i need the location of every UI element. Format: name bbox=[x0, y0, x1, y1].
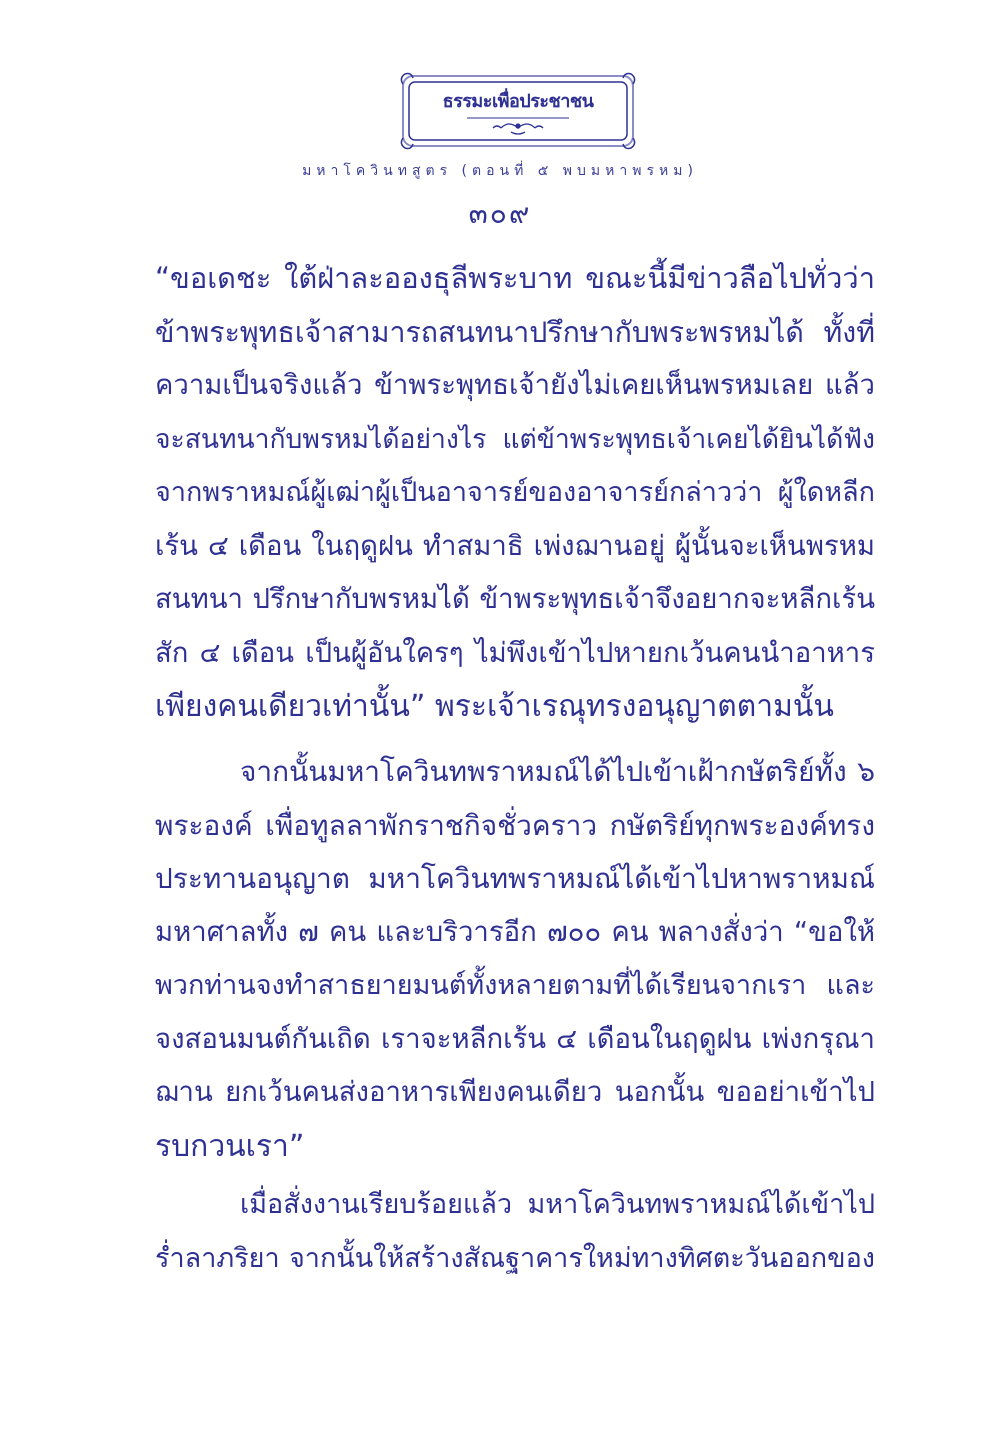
text-line: จากนั้นมหาโควินทพราหมณ์ได้ไปเข้าเฝ้ากษัตริย์ทั้ง ๖ bbox=[240, 755, 875, 788]
text-line: เมื่อสั่งงานเรียบร้อยแล้ว มหาโควินทพราหมณ์ได้เข้าไป bbox=[240, 1189, 875, 1220]
text-line: ข้าพระพุทธเจ้าสามารถสนทนาปรึกษากับพระพรหมได้ ทั้งที่ bbox=[155, 315, 875, 349]
text-line: ความเป็นจริงแล้ว ข้าพระพุทธเจ้ายังไม่เคยเห็นพรหมเลย แล้ว bbox=[155, 369, 875, 401]
text-line: ร่ำลาภริยา จากนั้นให้สร้างสัณฐาคารใหม่ทางทิศตะวันออกของ bbox=[155, 1242, 875, 1274]
text-line: จากพราหมณ์ผู้เฒ่าผู้เป็นอาจารย์ของอาจารย์กล่าวว่า ผู้ใดหลีก bbox=[155, 477, 875, 508]
text-line: มหาศาลทั้ง ๗ คน และบริวารอีก ๗๐๐ คน พลางสั่งว่า “ขอให้ bbox=[155, 915, 875, 948]
ornament-icon bbox=[493, 124, 543, 134]
text-line: สัก ๔ เดือน เป็นผู้อันใครๆ ไม่พึงเข้าไปหายกเว้นคนนำอาหาร bbox=[155, 636, 875, 669]
text-line: เพียงคนเดียวเท่านั้น” พระเจ้าเรณุทรงอนุญาตตามนั้น bbox=[155, 689, 834, 724]
logo-title: ธรรมะเพื่อประชาชน bbox=[442, 91, 594, 112]
publication-logo bbox=[397, 70, 639, 152]
text-line: จงสอนมนต์กันเถิด เราจะหลีกเร้น ๔ เดือนในฤดูฝน เพ่งกรุณา bbox=[155, 1022, 875, 1055]
text-line: เร้น ๔ เดือน ในฤดูฝน ทำสมาธิ เพ่งฌานอยู่ ผู้นั้นจะเห็นพรหม bbox=[155, 529, 875, 562]
text-line: จะสนทนากับพรหมได้อย่างไร แต่ข้าพระพุทธเจ้าเคยได้ยินได้ฟัง bbox=[155, 423, 875, 455]
text-line: พวกท่านจงทำสาธยายมนต์ทั้งหลายตามที่ได้เรียนจากเรา และ bbox=[155, 970, 875, 1001]
text-line: ประทานอนุญาต มหาโควินทพราหมณ์ได้เข้าไปหาพราหมณ์ bbox=[155, 862, 875, 895]
text-line: พระองค์ เพื่อทูลลาพักราชกิจชั่วคราว กษัตริย์ทุกพระองค์ทรง bbox=[155, 808, 875, 842]
text-line: ฌาน ยกเว้นคนส่งอาหารเพียงคนเดียว นอกนั้น ขออย่าเข้าไป bbox=[155, 1076, 875, 1108]
paragraph bbox=[155, 745, 875, 1173]
running-header: มหาโควินทสูตร (ตอนที่ ๕ พบมหาพรหม) bbox=[302, 163, 698, 179]
text-line: รบกวนเรา” bbox=[155, 1128, 305, 1164]
text-line: สนทนา ปรึกษากับพรหมได้ ข้าพระพุทธเจ้าจึงอยากจะหลีกเร้น bbox=[155, 583, 875, 615]
text-line: “ขอเดชะ ใต้ฝ่าละอองธุลีพระบาท ขณะนี้มีข่าวลือไปทั่วว่า bbox=[155, 261, 875, 295]
page-number: ๓๐๙ bbox=[468, 197, 532, 230]
paragraph bbox=[155, 1178, 875, 1285]
paragraph bbox=[155, 252, 875, 734]
